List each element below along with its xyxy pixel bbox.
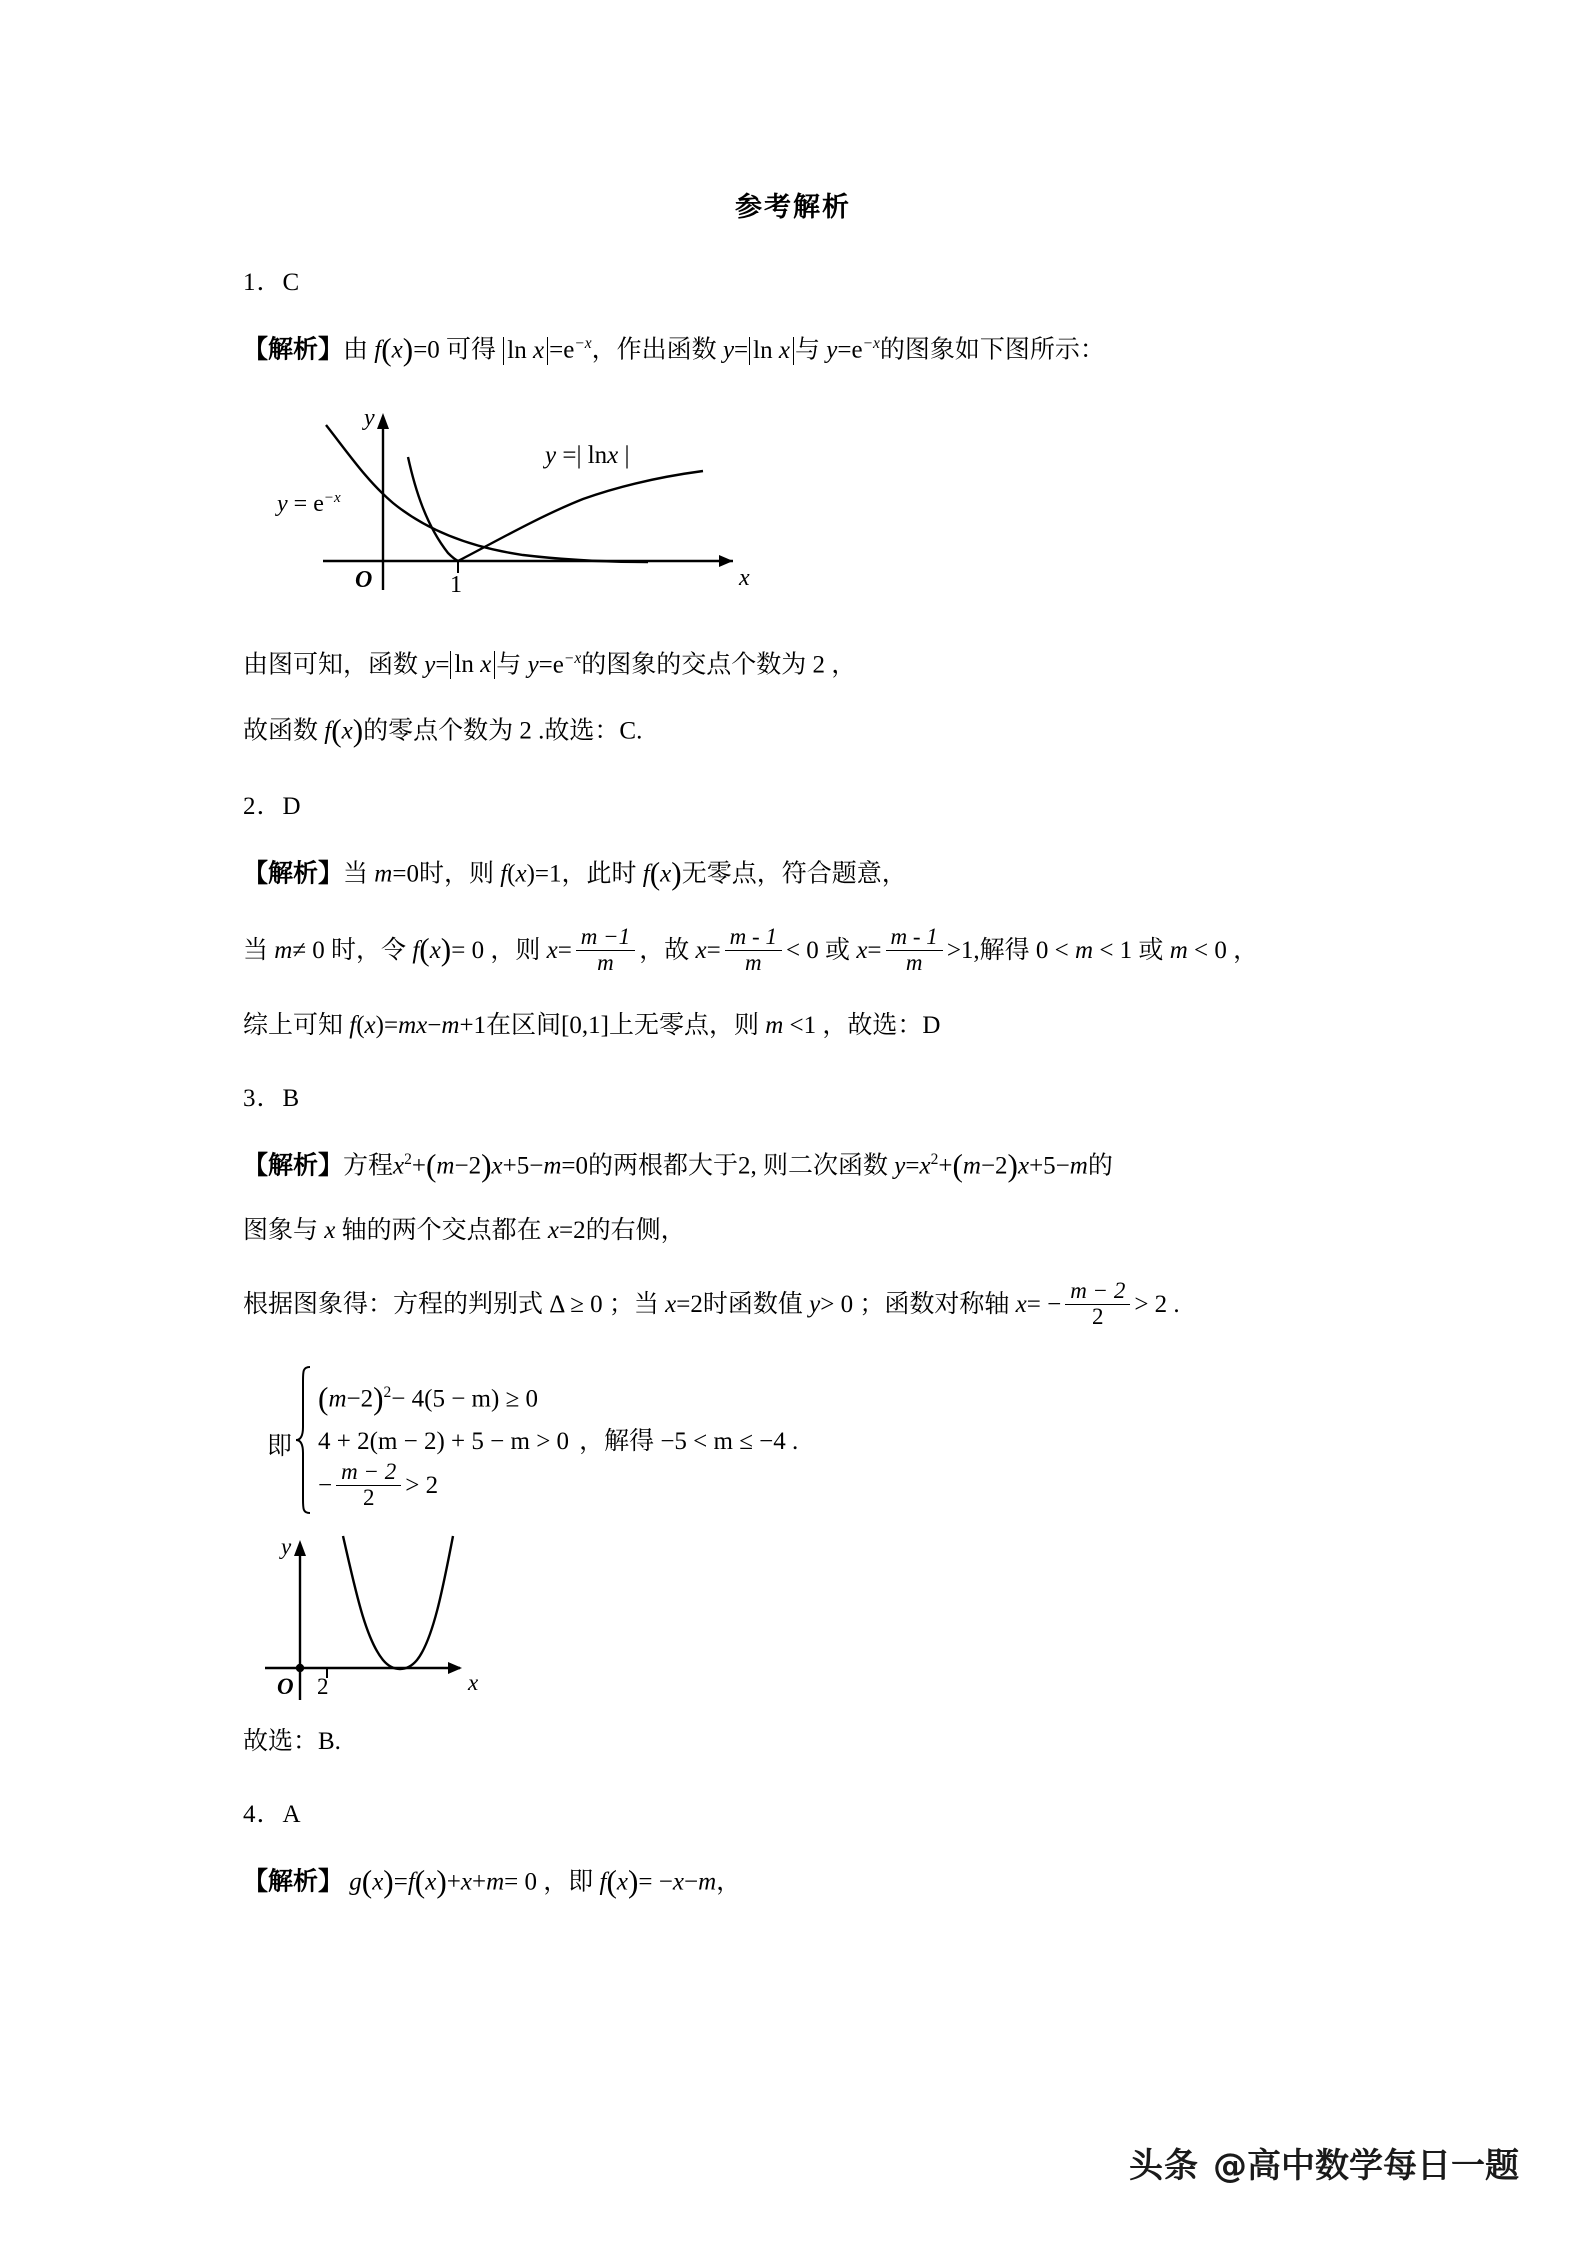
solution-2-analysis-line-2: 当 m≠ 0 时，令 f(x)= 0 ，则 x= $\frac{m -1}{m}$ ，故 x= $\frac{m - 1}{m}$ < 0 或 x= $\frac{m - 1}{m}$ >1,解得 0 < m < 1 或 m < 0 ， bbox=[243, 923, 1259, 975]
origin-label: O bbox=[277, 1674, 294, 1700]
system-row-3: − $\frac{m - 2}{2}$ > 2 bbox=[318, 1459, 439, 1510]
solution-2-number: 2．D bbox=[243, 792, 302, 820]
curve-label-exp: $y = e^{-x}$ bbox=[277, 489, 341, 517]
origin-dot bbox=[296, 1664, 304, 1672]
x-axis-arrow bbox=[448, 1662, 462, 1674]
solution-3-analysis-line-1: 【解析】方程$x^2+(m-2)x+5-m=0$的两根都大于2, 则二次函数 $y=x^2+(m-2)x+5-m$的 bbox=[243, 1147, 1113, 1183]
solution-2-analysis-line-1: 【解析】当 m=0时，则 f(x)=1，此时 f(x)无零点，符合题意， bbox=[243, 855, 907, 891]
figure2-svg bbox=[255, 1528, 615, 1713]
solution-3-analysis-line-2: 图象与 x 轴的两个交点都在 x=2的右侧， bbox=[243, 1217, 686, 1245]
analysis-tag: 【解析】 bbox=[243, 1866, 344, 1896]
left-brace-icon bbox=[294, 1365, 312, 1522]
fraction-m-minus-1-over-m: $\frac{m -1}{m}$ bbox=[576, 925, 635, 976]
system-row-1: $(m-2)^2- 4(5 - m) \ge 0$ bbox=[318, 1380, 539, 1416]
watermark bbox=[1129, 2138, 1519, 2187]
curve-abs-ln-right bbox=[458, 471, 703, 561]
y-axis-arrow bbox=[294, 1540, 306, 1556]
x-axis-label: x bbox=[468, 1670, 479, 1696]
curve-label-abs-ln: y =| lnx | bbox=[545, 441, 630, 469]
watermark-account: @高中数学每日一题 bbox=[1213, 2146, 1519, 2186]
system-row-2: 4 + 2(m − 2) + 5 − m > 0 ，解得 −5 < m ≤ −4 . bbox=[318, 1428, 799, 1456]
figure1-svg bbox=[263, 385, 803, 615]
solution-1-analysis-line-3: 故函数 f(x)的零点个数为 2 .故选：C. bbox=[243, 713, 643, 749]
system-label: 即 bbox=[267, 1432, 293, 1460]
x-axis-label: x bbox=[739, 564, 750, 591]
abs-ln-x: ln x bbox=[450, 651, 495, 679]
solution-2-analysis-line-3: 综上可知 f(x)=mx−m+1在区间[0,1]上无零点，则 m <1 ，故选：D bbox=[243, 1012, 941, 1040]
tick-label-1: 1 bbox=[450, 571, 462, 598]
fraction-m-minus-1-over-m: $\frac{m - 1}{m}$ bbox=[725, 925, 782, 976]
analysis-tag: 【解析】 bbox=[243, 334, 344, 364]
x-axis-arrow bbox=[719, 555, 733, 567]
analysis-tag: 【解析】 bbox=[243, 858, 344, 888]
solution-1-analysis-line-2: 由图可知，函数 y= ln x 与 $y=e^{-x}$的图象的交点个数为 2 ， bbox=[243, 649, 857, 679]
solution-1-analysis-line-1: 【解析】由 f(x)=0 可得 $\ln x =e^{-x}$，作出函数 y= ln x 与 $y=e^{-x}$的图象如下图所示： bbox=[243, 332, 1105, 367]
curve-parabola bbox=[343, 1536, 453, 1669]
system-tail: ，解得 −5 < m ≤ −4 . bbox=[579, 1428, 799, 1456]
solution-1-number: 1．C bbox=[243, 269, 301, 296]
analysis-tag: 【解析】 bbox=[243, 1150, 344, 1180]
y-axis-label: y bbox=[281, 1534, 292, 1560]
y-axis-arrow bbox=[377, 413, 389, 429]
figure-abs-ln-vs-exp bbox=[263, 385, 803, 615]
solution-4-number: 4．A bbox=[243, 1800, 302, 1828]
abs-ln-x: ln x bbox=[749, 337, 794, 365]
solution-3-conclusion: 故选：B. bbox=[243, 1728, 341, 1756]
abs-ln-x: ln x bbox=[503, 337, 548, 365]
origin-label: O bbox=[355, 566, 373, 593]
fraction-m-minus-2-over-2: $\frac{m - 2}{2}$ bbox=[336, 1460, 401, 1511]
curve-abs-ln-left bbox=[408, 457, 458, 561]
solution-3-number: 3．B bbox=[243, 1084, 301, 1112]
page-title: 参考解析 bbox=[735, 192, 851, 223]
tick-label-2: 2 bbox=[317, 1674, 329, 1700]
system-rows bbox=[312, 1375, 798, 1513]
inequality-system-block bbox=[267, 1365, 1343, 1522]
solution-4-analysis-line-1: 【解析】 g(x)=f(x)+x+m= 0 ，即 f(x)= −x−m， bbox=[243, 1863, 742, 1899]
fraction-m-minus-1-over-m: $\frac{m - 1}{m}$ bbox=[886, 925, 943, 976]
figure-parabola bbox=[255, 1528, 615, 1713]
watermark-source: 头条 bbox=[1129, 2146, 1199, 2186]
document-content bbox=[243, 0, 1343, 1898]
solution-3-analysis-line-3: 根据图象得：方程的判别式 Δ ≥ 0 ；当 x=2时函数值 y> 0 ；函数对称轴 x= − $\frac{m - 2}{2}$ > 2 . bbox=[243, 1277, 1180, 1329]
fraction-m-minus-2-over-2: $\frac{m - 2}{2}$ bbox=[1065, 1279, 1130, 1330]
y-axis-label: y bbox=[364, 404, 375, 431]
